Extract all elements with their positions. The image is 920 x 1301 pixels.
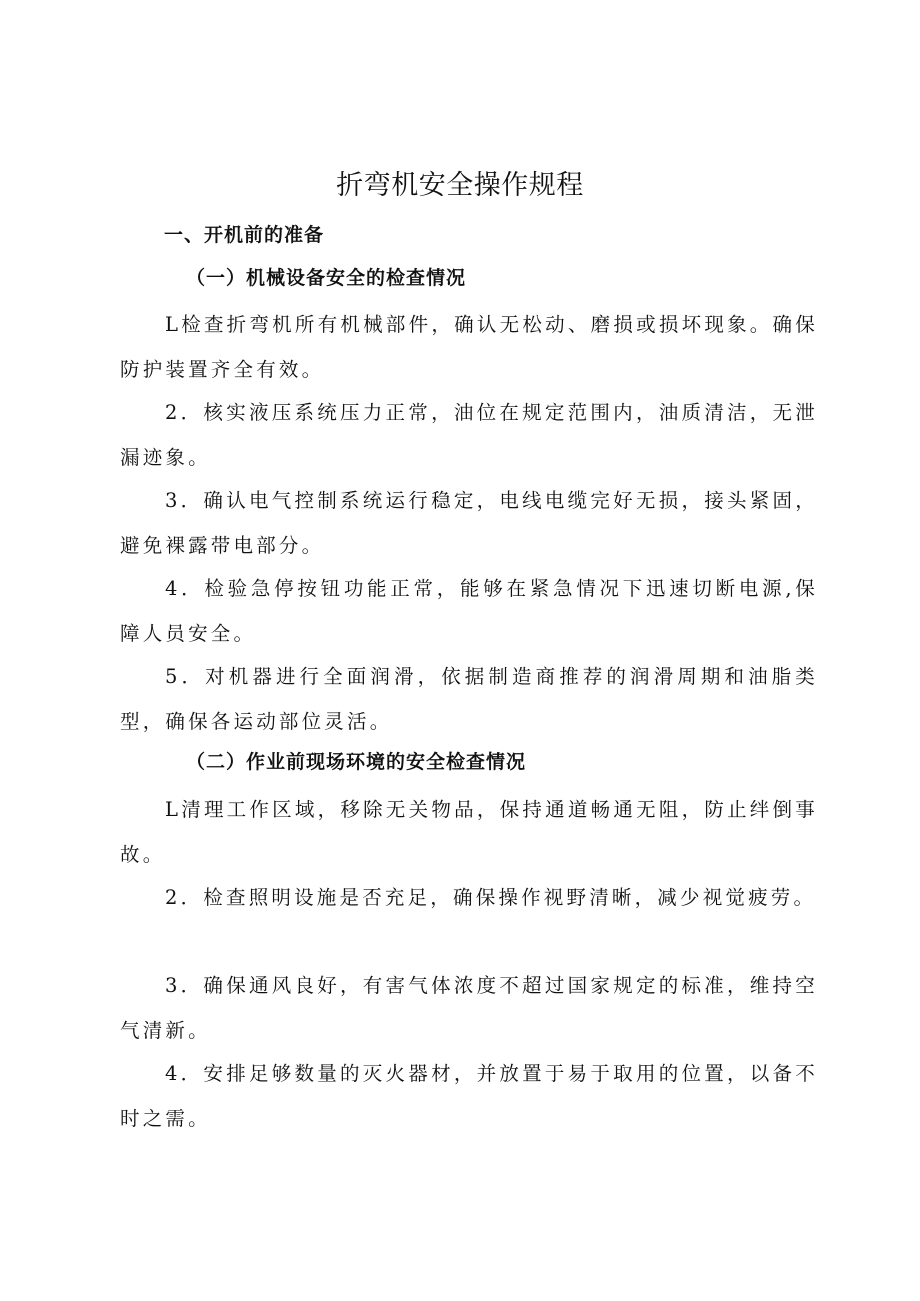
paragraph-item-9: 4．安排足够数量的灭火器材，并放置于易于取用的位置，以备不时之需。 — [120, 1062, 818, 1130]
paragraph-item-4: 4．检验急停按钮功能正常，能够在紧急情况下迅速切断电源,保障人员安全。 — [120, 577, 818, 645]
paragraph-item-7: 2．检查照明设施是否充足，确保操作视野清晰，减少视觉疲劳。 — [165, 886, 817, 909]
subsection-heading-1: （一）机械设备安全的检查情况 — [186, 267, 467, 289]
paragraph-item-1: L检查折弯机所有机械部件，确认无松动、磨损或损坏现象。确保防护装置齐全有效。 — [120, 313, 818, 381]
paragraph-item-2: 2．核实液压系统压力正常，油位在规定范围内，油质清洁，无泄漏迹象。 — [120, 401, 818, 469]
paragraph-item-8: 3．确保通风良好，有害气体浓度不超过国家规定的标准，维持空气清新。 — [120, 974, 818, 1042]
document-title: 折弯机安全操作规程 — [336, 170, 584, 201]
paragraph-item-3: 3．确认电气控制系统运行稳定，电线电缆完好无损，接头紧固，避免裸露带电部分。 — [120, 489, 818, 557]
paragraph-item-5: 5．对机器进行全面润滑，依据制造商推荐的润滑周期和油脂类型，确保各运动部位灵活。 — [120, 665, 818, 733]
paragraph-item-6: L清理工作区域，移除无关物品，保持通道畅通无阻，防止绊倒事故。 — [120, 798, 818, 866]
subsection-heading-2: （二）作业前现场环境的安全检查情况 — [186, 751, 527, 773]
section-heading-1: 一、开机前的准备 — [164, 224, 325, 246]
